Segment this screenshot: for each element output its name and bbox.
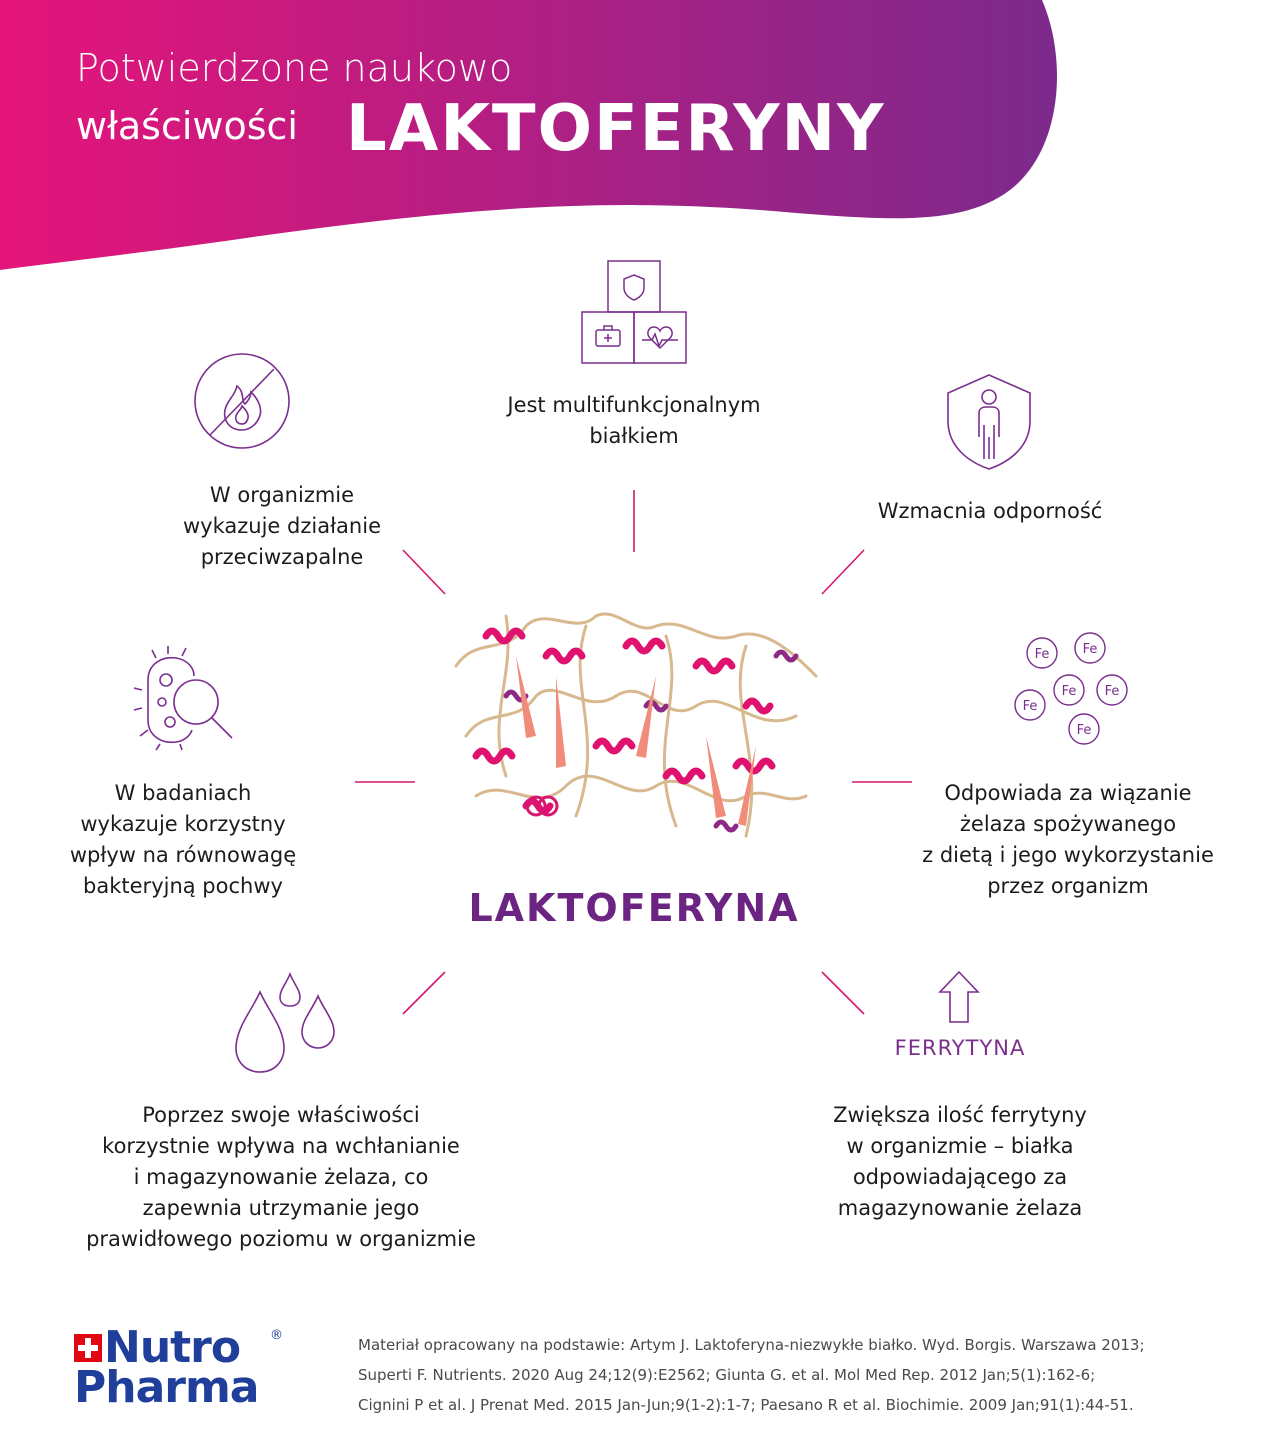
fe-label: Fe (1061, 684, 1077, 699)
feature-line: Odpowiada za wiązanie (944, 781, 1192, 805)
fe-label: Fe (1082, 642, 1098, 657)
logo-cross-icon (74, 1334, 102, 1362)
feature-line: żelaza spożywanego (959, 812, 1177, 836)
feature-line: wykazuje korzystny (80, 812, 286, 836)
feature-line: wykazuje działanie (183, 514, 381, 538)
feature-line: Poprzez swoje właściwości (142, 1103, 420, 1127)
feature-line: W organizmie (209, 483, 355, 507)
feature-line: z dietą i jego wykorzystanie (922, 843, 1214, 867)
feature-line: odpowiadającego za (852, 1165, 1068, 1189)
feature-line: przeciwzapalne (200, 545, 364, 569)
connector-line (403, 550, 445, 594)
connector-line (403, 972, 445, 1014)
feature-line: magazynowanie żelaza (837, 1196, 1083, 1220)
nutropharma-logo (72, 1322, 322, 1418)
logo-text-line2: Pharma (74, 1362, 259, 1413)
feature-line: Jest multifunkcjonalnym (507, 393, 761, 417)
feature-line: W badaniach (114, 781, 252, 805)
feature-line: przez organizm (987, 874, 1149, 898)
feature-line: i magazynowanie żelaza, co (133, 1165, 429, 1189)
protein-structure-illustration (446, 596, 826, 856)
reference-line: Superti F. Nutrients. 2020 Aug 24;12(9):E2562; Giunta G. et al. Mol Med Rep. 2012 Jan;5(1):162-6; (358, 1366, 1096, 1384)
feature-line: korzystnie wpływa na wchłanianie (102, 1134, 460, 1158)
reference-line: Materiał opracowany na podstawie: Artym J. Laktoferyna-niezwykłe białko. Wyd. Borgis. Warszawa 2013; (358, 1336, 1145, 1354)
reference-line: Cignini P et al. J Prenat Med. 2015 Jan-Jun;9(1-2):1-7; Paesano R et al. Biochimie. 2009 Jan;91(1):44-51. (358, 1396, 1134, 1414)
connector-line (822, 550, 864, 594)
logo-registered-mark: ® (270, 1328, 283, 1343)
feature-line: prawidłowego poziomu w organizmie (86, 1227, 476, 1251)
feature-line: białkiem (589, 424, 679, 448)
feature-line: wpływ na równowagę (69, 843, 297, 867)
feature-line: Wzmacnia odporność (877, 499, 1103, 523)
logo-text-line1: Nutro (104, 1322, 241, 1373)
feature-line: Zwiększa ilość ferrytyny (833, 1103, 1087, 1127)
fe-label: Fe (1022, 699, 1038, 714)
fe-label: Fe (1104, 684, 1120, 699)
feature-line: bakteryjną pochwy (83, 874, 283, 898)
fe-label: Fe (1076, 723, 1092, 738)
header-title: LAKTOFERYNY (346, 92, 886, 166)
center-title: LAKTOFERYNA (468, 886, 800, 930)
header-subtitle-line1: Potwierdzone naukowo (76, 46, 513, 90)
feature-line: w organizmie – białka (846, 1134, 1074, 1158)
header-subtitle-line2: właściwości (76, 104, 298, 148)
references (358, 1330, 1238, 1420)
fe-label: Fe (1034, 647, 1050, 662)
feature-line: zapewnia utrzymanie jego (142, 1196, 420, 1220)
connector-line (822, 972, 864, 1014)
ferritin-label: FERRYTYNA (894, 1036, 1026, 1060)
